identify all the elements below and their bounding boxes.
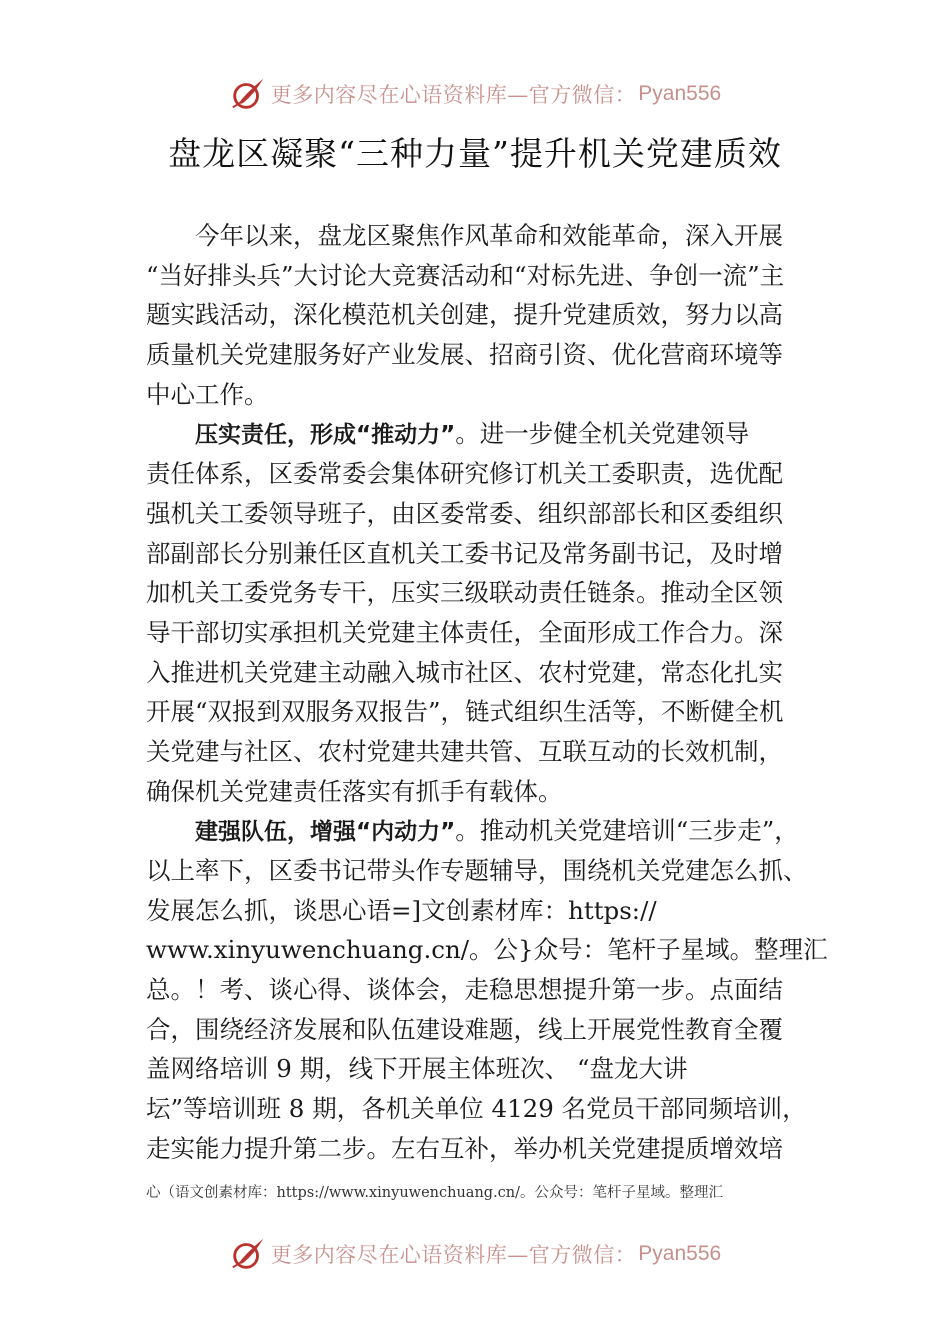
line-text: “当好排头兵”大讨论大竞赛活动和“对标先进、争创一流”主	[146, 260, 785, 290]
line-text: 走实能力提升第二步。左右互补，举办机关党建提质增效培	[146, 1133, 783, 1163]
body-line	[146, 970, 816, 1010]
body-line	[146, 1129, 816, 1169]
body-line	[146, 375, 816, 415]
line-text: 。推动机关党建培训“三步走”，	[455, 816, 799, 846]
body-line	[146, 335, 816, 375]
body-line	[146, 1010, 816, 1050]
body-line	[146, 295, 816, 335]
banner-text: 更多内容尽在心语资料库—官方微信：	[270, 1243, 637, 1267]
body-line	[146, 732, 816, 772]
body-line	[146, 851, 816, 891]
line-text: 强机关工委领导班子，由区委常委、组织部部长和区委组织	[146, 498, 783, 528]
bottom-banner	[0, 1232, 950, 1276]
line-text: 坛”等培训班 8 期，各机关单位 4129 名党员干部同频培训，	[146, 1094, 807, 1124]
line-text: 今年以来，盘龙区聚焦作风革命和效能革命，深入开展	[195, 221, 783, 250]
line-text: 加机关工委党务专干，压实三级联动责任链条。推动全区领	[146, 578, 783, 608]
line-text: 部副部长分别兼任区直机关工委书记及常务副书记，及时增	[146, 538, 783, 568]
body-line	[146, 891, 816, 931]
line-text: 责任体系，区委常委会集体研究修订机关工委职责，选优配	[146, 459, 783, 489]
quill-logo-icon	[229, 1235, 267, 1273]
body-line	[146, 216, 816, 256]
body-line	[146, 534, 816, 574]
line-text: 发展怎么抓，谈思心语=]文创素材库：https://	[146, 895, 657, 925]
line-text: 题实践活动，深化模范机关创建，提升党建质效，努力以高	[146, 300, 783, 330]
body-line	[146, 256, 816, 296]
line-text: 。进一步健全机关党建领导	[455, 419, 750, 449]
line-text: 盖网络培训 9 期，线下开展主体班次、 “盘龙大讲	[146, 1054, 688, 1084]
body-line	[146, 1049, 816, 1089]
line-text: 总。！考、谈心得、谈体会，走稳思想提升第一步。点面结	[146, 975, 783, 1005]
body-line	[146, 613, 816, 653]
line-text: 导干部切实承担机关党建主体责任，全面形成工作合力。深	[146, 617, 783, 647]
line-text: 入推进机关党建主动融入城市社区、农村党建，常态化扎实	[146, 657, 783, 687]
body-line	[146, 811, 816, 851]
section-heading: 建强队伍，增强“内动力”	[195, 819, 456, 846]
document-title: 盘龙区凝聚“三种力量”提升机关党建质效	[168, 134, 782, 173]
document-body	[146, 216, 828, 1169]
line-text: 确保机关党建责任落实有抓手有载体。	[146, 776, 563, 806]
banner-wechat-id: Pyan556	[638, 1242, 722, 1265]
body-line	[146, 930, 828, 970]
body-line	[146, 692, 816, 732]
body-line	[146, 772, 816, 812]
section-heading: 压实责任，形成“推动力”	[195, 422, 456, 449]
footer-note: 心（语文创素材库：https://www.xinyuwenchuang.cn/。公众号：笔杆子星域。整理汇	[146, 1185, 724, 1201]
body-line	[146, 1089, 816, 1129]
body-line	[146, 573, 816, 613]
body-line	[146, 414, 816, 454]
line-text: 以上率下，区委书记带头作专题辅导，围绕机关党建怎么抓、	[146, 856, 808, 885]
quill-logo-icon	[229, 75, 267, 113]
line-text: 中心工作。	[146, 379, 269, 409]
line-text: 开展“双报到双服务双报告”，链式组织生活等，不断健全机	[146, 697, 784, 727]
line-text: 合，围绕经济发展和队伍建设难题，线上开展党性教育全覆	[146, 1014, 783, 1044]
top-banner	[0, 72, 950, 116]
line-text: 质量机关党建服务好产业发展、招商引资、优化营商环境等	[146, 340, 783, 370]
line-text: 关党建与社区、农村党建共建共管、互联互动的长效机制，	[146, 736, 783, 766]
banner-wechat-id: Pyan556	[638, 82, 722, 105]
body-line	[146, 454, 816, 494]
banner-text: 更多内容尽在心语资料库—官方微信：	[270, 83, 637, 107]
body-line	[146, 653, 816, 693]
body-line	[146, 494, 816, 534]
line-text: www.xinyuwenchuang.cn/。公}众号：笔杆子星域。整理汇	[146, 935, 828, 965]
